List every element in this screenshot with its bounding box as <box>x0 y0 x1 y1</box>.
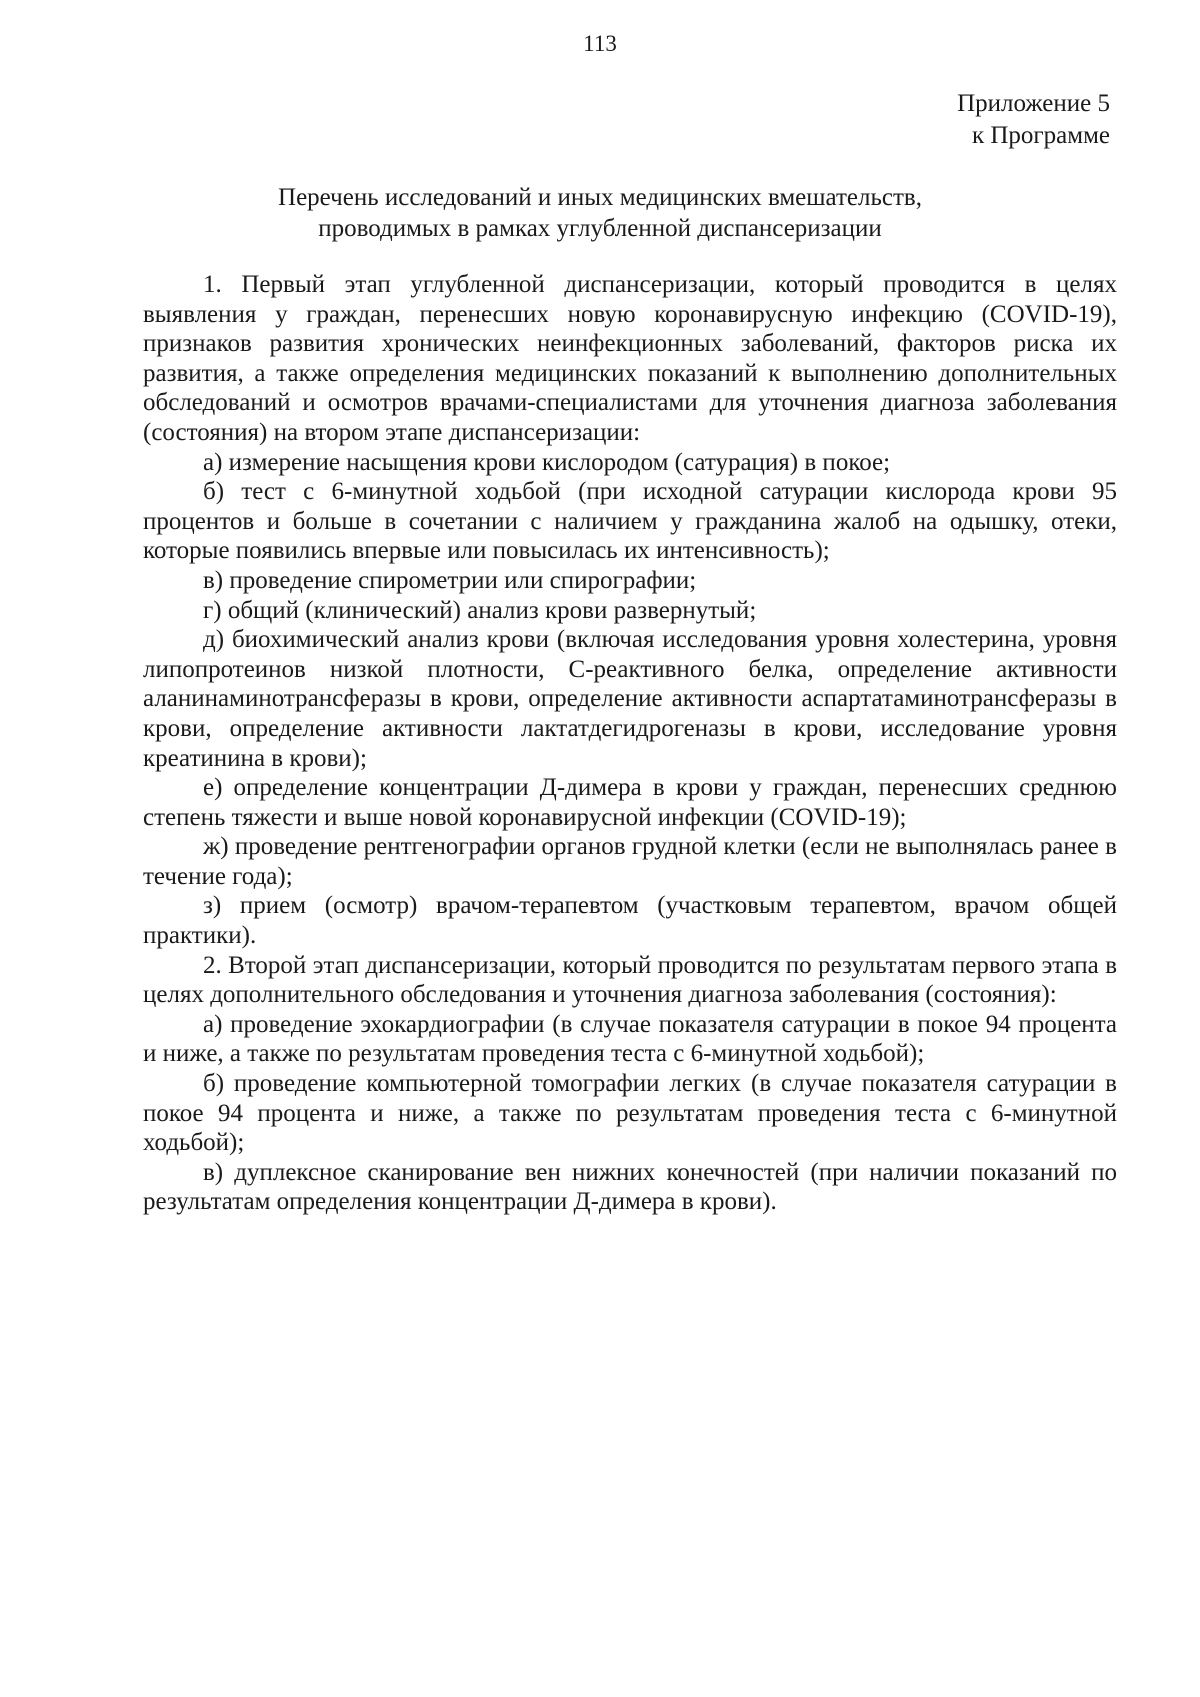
list-item-1z: з) прием (осмотр) врачом-терапевтом (участковым терапевтом, врачом общей практики). <box>143 892 1117 950</box>
list-item-2b: б) проведение компьютерной томографии легких (в случае показателя сатурации в покое 94 процента и ниже, а также по результатам проведения теста с 6-минутной ходьбой); <box>143 1070 1117 1157</box>
list-item-1zh: ж) проведение рентгенографии органов грудной клетки (если не выполнялась ранее в течение года); <box>143 833 1117 890</box>
list-item-1b: б) тест с 6-минутной ходьбой (при исходной сатурации кислорода крови 95 процентов и больше в сочетании с наличием у гражданина жалоб на одышку, отеки, которые появились впервые или повысилась их интенсивность); <box>143 478 1117 565</box>
list-item-1g: г) общий (клинический) анализ крови развернутый; <box>203 596 757 624</box>
document-title <box>0 182 1200 244</box>
title-line-2: проводимых в рамках углубленной диспансеризации <box>318 215 882 242</box>
list-item-1d: д) биохимический анализ крови (включая исследования уровня холестерина, уровня липопротеинов низкой плотности, С-реактивного белка, определение активности аланинаминотрансферазы в крови, определение активности аспартатаминотрансферазы в крови, определение активности лактатдегидрогеназы в крови, исследование уровня креатинина в крови); <box>143 626 1117 772</box>
appendix-header <box>957 88 1110 152</box>
document-body <box>143 270 1117 1217</box>
list-item-2a: а) проведение эхокардиографии (в случае показателя сатурации в покое 94 процента и ниже, а также по результатам проведения теста с 6-минутной ходьбой); <box>143 1010 1117 1068</box>
list-item-2v: в) дуплексное сканирование вен нижних конечностей (при наличии показаний по результатам определения концентрации Д-димера в крови). <box>143 1158 1117 1216</box>
page-number: 113 <box>583 31 617 56</box>
list-item-1e: е) определение концентрации Д-димера в крови у граждан, перенесших среднюю степень тяжести и выше новой коронавирусной инфекции (COVID-19); <box>143 774 1117 831</box>
appendix-label: Приложение 5 <box>957 90 1110 117</box>
list-item-1a: а) измерение насыщения крови кислородом (сатурация) в покое; <box>203 448 891 476</box>
title-line-1: Перечень исследований и иных медицинских вмешательств, <box>278 184 922 211</box>
list-item-1v: в) проведение спирометрии или спирографии; <box>203 566 697 594</box>
paragraph-stage-1-intro: 1. Первый этап углубленной диспансеризации, который проводится в целях выявления у граждан, перенесших новую коронавирусную инфекцию (COVID-19), признаков развития хронических неинфекционных заболеваний, факторов риска их развития, а также определения медицинских показаний к выполнению дополнительных обследований и осмотров врачами-специалистами для уточнения диагноза заболевания (состояния) на втором этапе диспансеризации: <box>143 271 1117 446</box>
appendix-program: к Программе <box>971 122 1110 149</box>
paragraph-stage-2-intro: 2. Второй этап диспансеризации, который проводится по результатам первого этапа в целях дополнительного обследования и уточнения диагноза заболевания (состояния): <box>143 951 1117 1009</box>
